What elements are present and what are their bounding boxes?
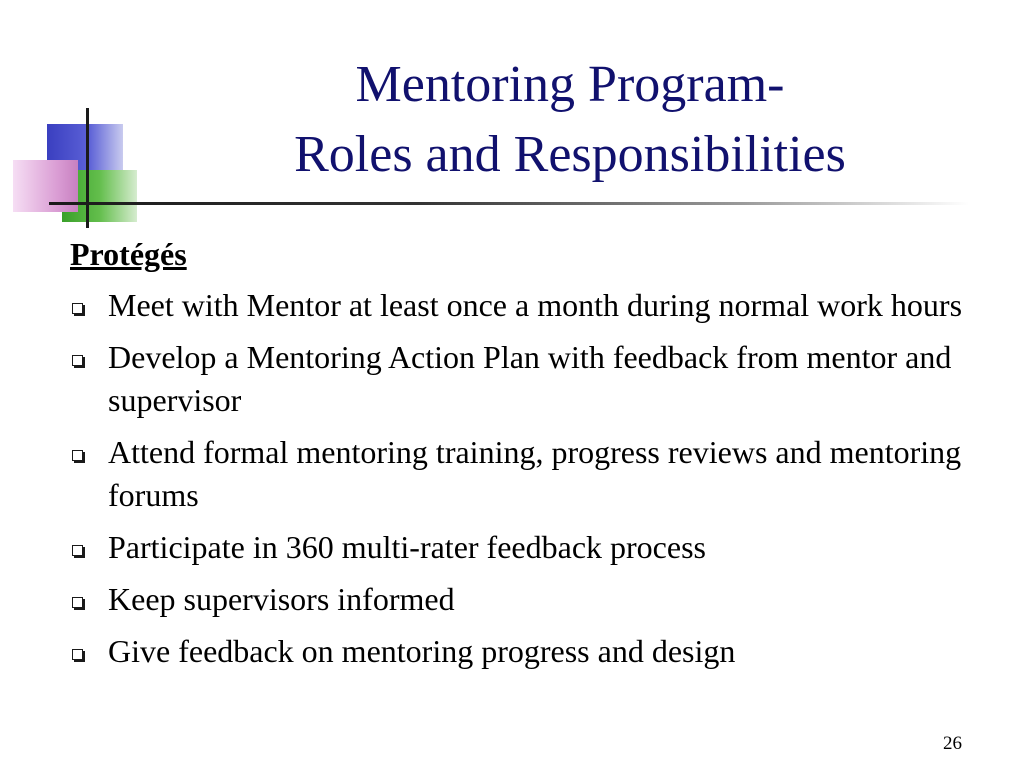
- bullet-text: Keep supervisors informed: [108, 581, 455, 617]
- bullet-text: Meet with Mentor at least once a month during normal work hours: [108, 287, 963, 323]
- hollow-square-bullet-icon: [72, 450, 83, 461]
- bullet-item: [70, 630, 1010, 673]
- page-number: 26: [943, 733, 962, 754]
- hollow-square-bullet-icon: [72, 649, 83, 660]
- hollow-square-bullet-icon: [72, 597, 83, 608]
- bullet-item: [70, 431, 1010, 517]
- hollow-square-bullet-icon: [72, 355, 83, 366]
- hollow-square-bullet-icon: [72, 303, 83, 314]
- bullet-text: Attend formal mentoring training, progress reviews and mentoring forums: [108, 434, 962, 513]
- title-line-1: Mentoring Program-: [355, 56, 785, 113]
- section-heading: Protégés: [70, 236, 187, 272]
- bullet-text: Develop a Mentoring Action Plan with feedback from mentor and supervisor: [108, 339, 952, 418]
- bullet-item: [70, 526, 1010, 569]
- bullet-list: [70, 284, 1010, 682]
- hollow-square-bullet-icon: [72, 545, 83, 556]
- bullet-text: Give feedback on mentoring progress and design: [108, 633, 736, 669]
- bullet-text: Participate in 360 multi-rater feedback process: [108, 529, 706, 565]
- slide-title: [180, 50, 960, 190]
- bullet-item: [70, 578, 1010, 621]
- title-divider: [49, 202, 969, 205]
- title-line-2: Roles and Responsibilities: [294, 126, 846, 183]
- vertical-rule: [86, 108, 89, 228]
- bullet-item: [70, 284, 1010, 327]
- bullet-item: [70, 336, 1010, 422]
